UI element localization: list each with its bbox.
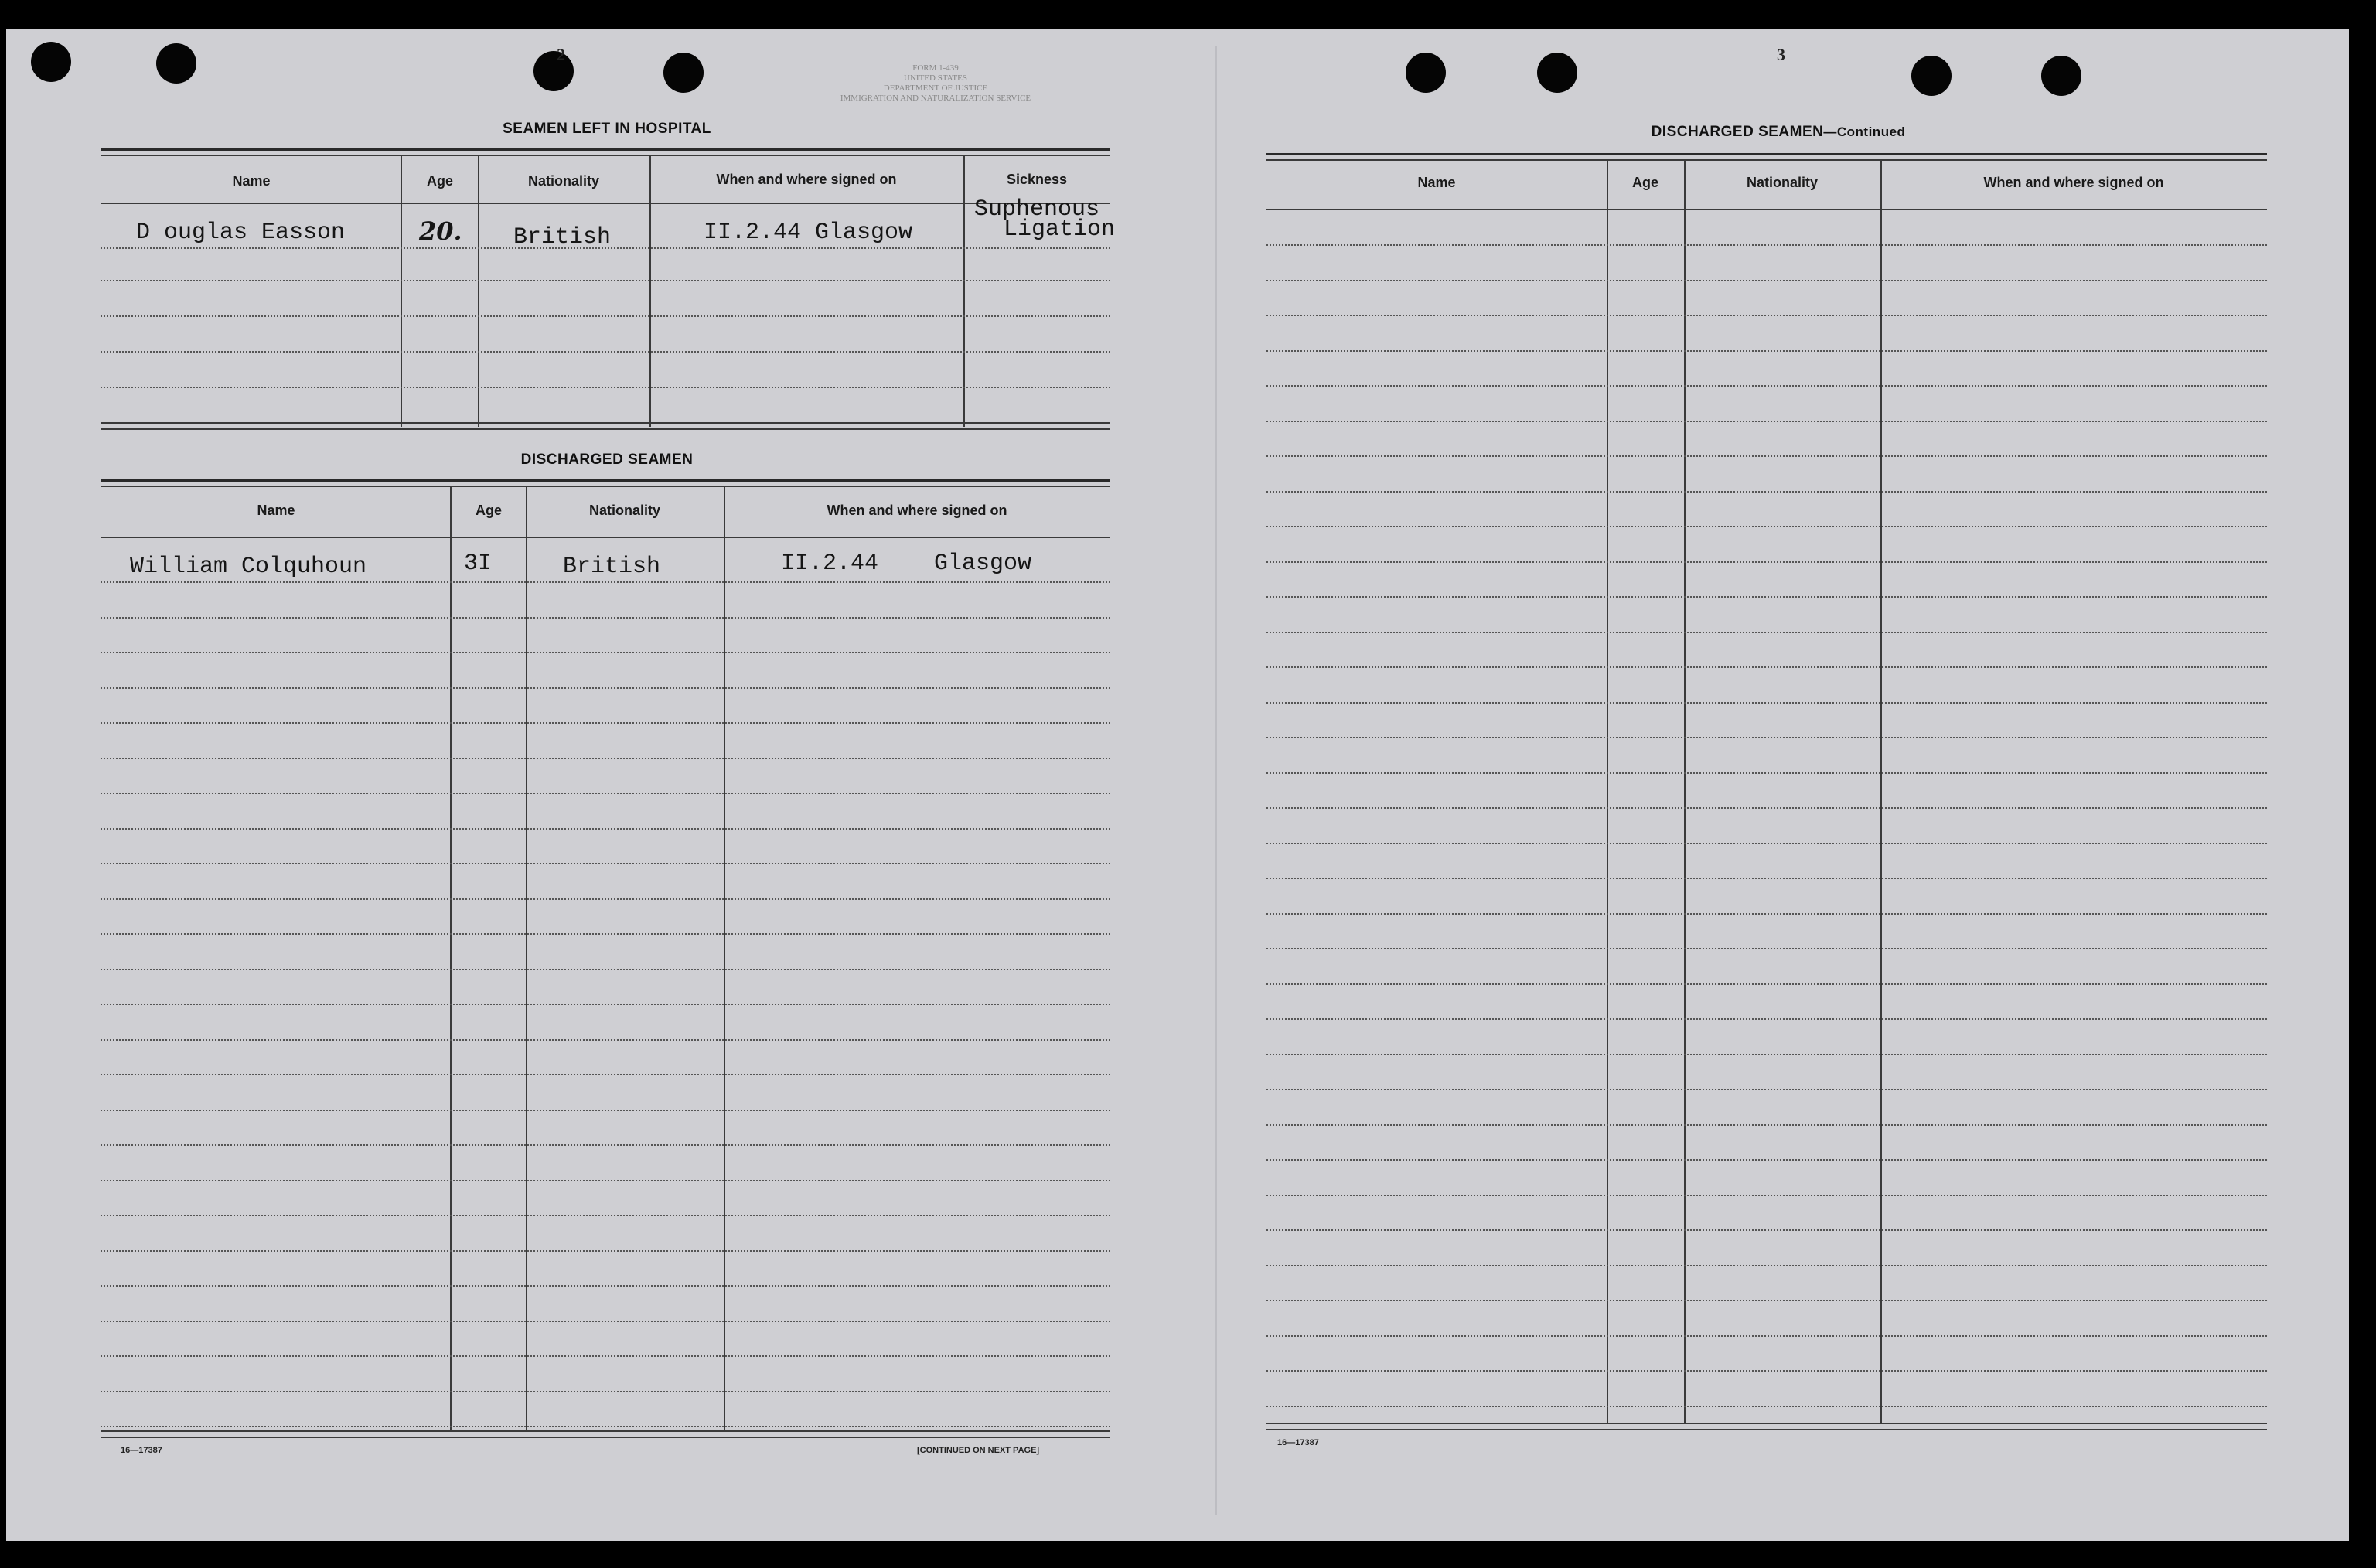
punch-hole <box>2041 56 2081 96</box>
row-line <box>1266 1406 2267 1407</box>
cell-age: 3I <box>464 551 493 577</box>
table-rule <box>101 479 1110 482</box>
row-line <box>101 722 1110 724</box>
table-rule <box>101 422 1110 424</box>
row-line <box>1266 596 2267 598</box>
table-rule <box>101 1430 1110 1432</box>
row-line <box>1266 455 2267 457</box>
page-fold <box>1215 46 1217 1515</box>
column-header-signed-on: When and where signed on <box>716 172 897 187</box>
cell-signed-on: II.2.44 Glasgow <box>704 220 913 246</box>
row-line <box>101 315 1110 317</box>
column-divider <box>1880 159 1882 1424</box>
punch-hole <box>663 53 704 93</box>
title-suffix: —Continued <box>1823 124 1906 139</box>
row-line <box>1266 561 2267 563</box>
row-line <box>101 1004 1110 1005</box>
table-rule <box>1266 159 2267 161</box>
table-rule <box>101 1437 1110 1438</box>
stamp-line: UNITED STATES <box>904 73 967 83</box>
row-line <box>101 1180 1110 1181</box>
row-line <box>101 1074 1110 1075</box>
column-header-nationality: Nationality <box>588 503 660 518</box>
row-line <box>1266 772 2267 774</box>
row-line <box>1266 526 2267 527</box>
row-line <box>101 1215 1110 1216</box>
row-line <box>1266 385 2267 387</box>
row-line <box>101 1391 1110 1392</box>
row-line <box>1266 807 2267 809</box>
cell-nationality: British <box>513 224 612 251</box>
title-main: DISCHARGED SEAMEN <box>1651 124 1824 140</box>
row-line <box>1266 913 2267 915</box>
punch-hole <box>533 51 574 91</box>
stamp-line: FORM 1-439 <box>912 63 959 73</box>
row-line <box>1266 1335 2267 1337</box>
row-line <box>1266 632 2267 633</box>
row-line <box>101 581 1110 583</box>
table-rule <box>101 428 1110 430</box>
row-line <box>1266 702 2267 704</box>
row-line <box>1266 244 2267 246</box>
row-line <box>101 898 1110 900</box>
punch-hole <box>31 42 71 82</box>
row-line <box>1266 421 2267 422</box>
document-sheet <box>6 29 2349 1541</box>
row-line <box>101 969 1110 970</box>
row-line <box>1266 1018 2267 1020</box>
table-rule <box>1266 1423 2267 1424</box>
row-line <box>1266 1300 2267 1301</box>
row-line <box>1266 666 2267 668</box>
row-line <box>101 387 1110 388</box>
row-line <box>1266 1265 2267 1266</box>
page-number-right: 3 <box>1777 45 1785 64</box>
table-rule <box>1266 153 2267 155</box>
column-header-signed-on: When and where signed on <box>1983 175 2164 190</box>
row-line <box>1266 1089 2267 1090</box>
table-rule <box>101 155 1110 156</box>
row-line <box>101 1110 1110 1111</box>
table-rule <box>1266 209 2267 210</box>
form-stamp <box>820 63 1052 104</box>
row-line <box>1266 1195 2267 1196</box>
cell-nationality: British <box>563 554 661 580</box>
row-line <box>1266 280 2267 281</box>
row-line <box>101 617 1110 619</box>
table-rule <box>101 148 1110 151</box>
discharged-continued-title <box>1570 124 1987 141</box>
row-line <box>1266 737 2267 738</box>
row-line <box>1266 1054 2267 1055</box>
punch-hole <box>1537 53 1577 93</box>
form-number-left: 16—17387 <box>121 1446 162 1455</box>
row-line <box>101 793 1110 794</box>
cell-sickness: Suphenous <box>974 196 1100 223</box>
column-header-nationality: Nationality <box>527 173 599 189</box>
column-divider <box>1684 159 1686 1424</box>
punch-hole <box>156 43 196 84</box>
row-line <box>1266 1370 2267 1372</box>
row-line <box>101 687 1110 689</box>
table-rule <box>101 203 1110 204</box>
stamp-line: IMMIGRATION AND NATURALIZATION SERVICE <box>840 94 1031 103</box>
cell-name: D ouglas Easson <box>136 220 346 246</box>
punch-hole <box>1911 56 1952 96</box>
column-header-sickness: Sickness <box>1006 172 1068 187</box>
row-line <box>1266 983 2267 985</box>
column-header-name: Name <box>1417 175 1456 190</box>
row-line <box>101 1285 1110 1287</box>
cell-signed-on: II.2.44 Glasgow <box>781 551 1032 577</box>
cell-name: William Colquhoun <box>130 554 367 580</box>
table-rule <box>101 486 1110 487</box>
row-line <box>101 1144 1110 1146</box>
row-line <box>1266 843 2267 844</box>
row-line <box>1266 315 2267 316</box>
column-header-name: Name <box>232 173 271 189</box>
column-divider <box>724 486 725 1430</box>
hospital-section-title: SEAMEN LEFT IN HOSPITAL <box>503 121 711 137</box>
row-line <box>1266 948 2267 949</box>
row-line <box>101 863 1110 864</box>
row-line <box>101 828 1110 830</box>
column-divider <box>526 486 527 1430</box>
punch-hole <box>1406 53 1446 93</box>
row-line <box>1266 350 2267 352</box>
continued-note: [CONTINUED ON NEXT PAGE] <box>917 1446 1040 1455</box>
row-line <box>101 351 1110 353</box>
column-header-age: Age <box>475 503 502 518</box>
discharged-section-title: DISCHARGED SEAMEN <box>520 452 694 468</box>
row-line <box>1266 1229 2267 1231</box>
column-header-age: Age <box>426 173 453 189</box>
page-number-left: 2 <box>557 45 565 64</box>
column-header-nationality: Nationality <box>1746 175 1818 190</box>
row-line <box>101 933 1110 935</box>
column-header-signed-on: When and where signed on <box>827 503 1007 518</box>
stamp-line: DEPARTMENT OF JUSTICE <box>883 84 988 93</box>
column-divider <box>450 486 452 1430</box>
row-line <box>101 652 1110 653</box>
row-line <box>101 1426 1110 1427</box>
form-number-right: 16—17387 <box>1277 1438 1319 1447</box>
row-line <box>1266 1159 2267 1161</box>
row-line <box>101 1250 1110 1252</box>
row-line <box>101 758 1110 759</box>
cell-age: 20. <box>419 216 462 246</box>
row-line <box>101 280 1110 281</box>
cell-sickness: Ligation <box>1004 216 1116 243</box>
table-rule <box>101 537 1110 538</box>
column-header-name: Name <box>257 503 295 518</box>
table-rule <box>1266 1429 2267 1430</box>
row-line <box>101 1321 1110 1322</box>
row-line <box>101 1355 1110 1357</box>
column-header-age: Age <box>1631 175 1658 190</box>
row-line <box>1266 491 2267 493</box>
row-line <box>1266 1124 2267 1126</box>
column-divider <box>1607 159 1608 1424</box>
row-line <box>1266 878 2267 879</box>
row-line <box>101 1039 1110 1041</box>
